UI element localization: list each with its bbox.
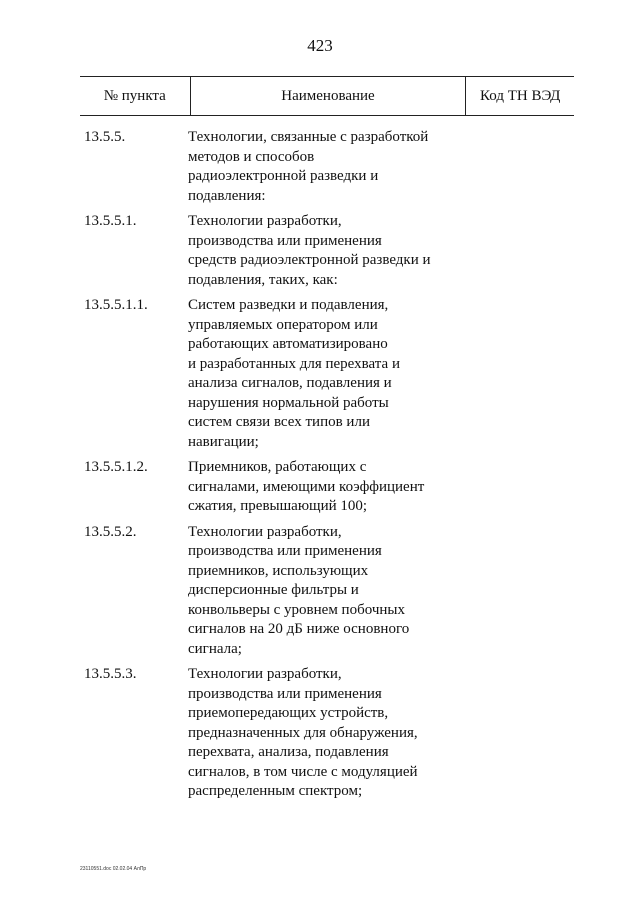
entry-number: 13.5.5.2. xyxy=(84,523,137,540)
entry-text: Технологии разработки, производства или применения приемопередающих устройств, предназначенных для обнаружения, перехвата, анализа, подавления сигналов, в том числе с модуляцией распределенным спектром; xyxy=(188,666,418,799)
entry-row xyxy=(84,296,484,452)
entry-text: Приемников, работающих с сигналами, имеющими коэффициент сжатия, превышающий 100; xyxy=(188,459,425,514)
entry-text: Технологии разработки, производства или применения приемников, использующих дисперсионные фильтры и конвольверы с уровнем побочных сигналов на 20 дБ ниже основного сигнала; xyxy=(188,523,410,657)
entry-number: 13.5.5.3. xyxy=(84,666,137,682)
entry-text: Технологии, связанные с разработкой методов и способов радиоэлектронной разведки и подавления: xyxy=(188,129,429,204)
entry-number: 13.5.5.1.2. xyxy=(84,459,148,475)
entry-text: Технологии разработки, производства или применения средств радиоэлектронной разведки и подавления, таких, как: xyxy=(188,213,431,288)
entries-list xyxy=(84,128,484,808)
entry-row xyxy=(84,212,484,290)
entry-text: Систем разведки и подавления, управляемых оператором или работающих автоматизировано и разработанных для перехвата и анализа сигналов, подавления и нарушения нормальной работы систем связи всех типов или навигации; xyxy=(188,297,400,450)
entry-number: 13.5.5.1. xyxy=(84,213,137,229)
header-name-column: Наименование xyxy=(190,77,467,115)
footer-file-reference: 23110551.doc 02.02.04 АлПр xyxy=(80,866,147,872)
entry-number: 13.5.5.1.1. xyxy=(84,297,148,313)
header-number-column: № пункта xyxy=(103,87,166,104)
table-header xyxy=(80,76,574,116)
entry-row xyxy=(84,665,484,802)
entry-row xyxy=(84,128,484,206)
entry-row xyxy=(84,458,484,517)
entry-row xyxy=(84,523,484,660)
entry-number: 13.5.5. xyxy=(84,129,126,145)
page-number: 423 xyxy=(307,36,333,55)
header-code-column: Код ТН ВЭД xyxy=(480,87,561,104)
